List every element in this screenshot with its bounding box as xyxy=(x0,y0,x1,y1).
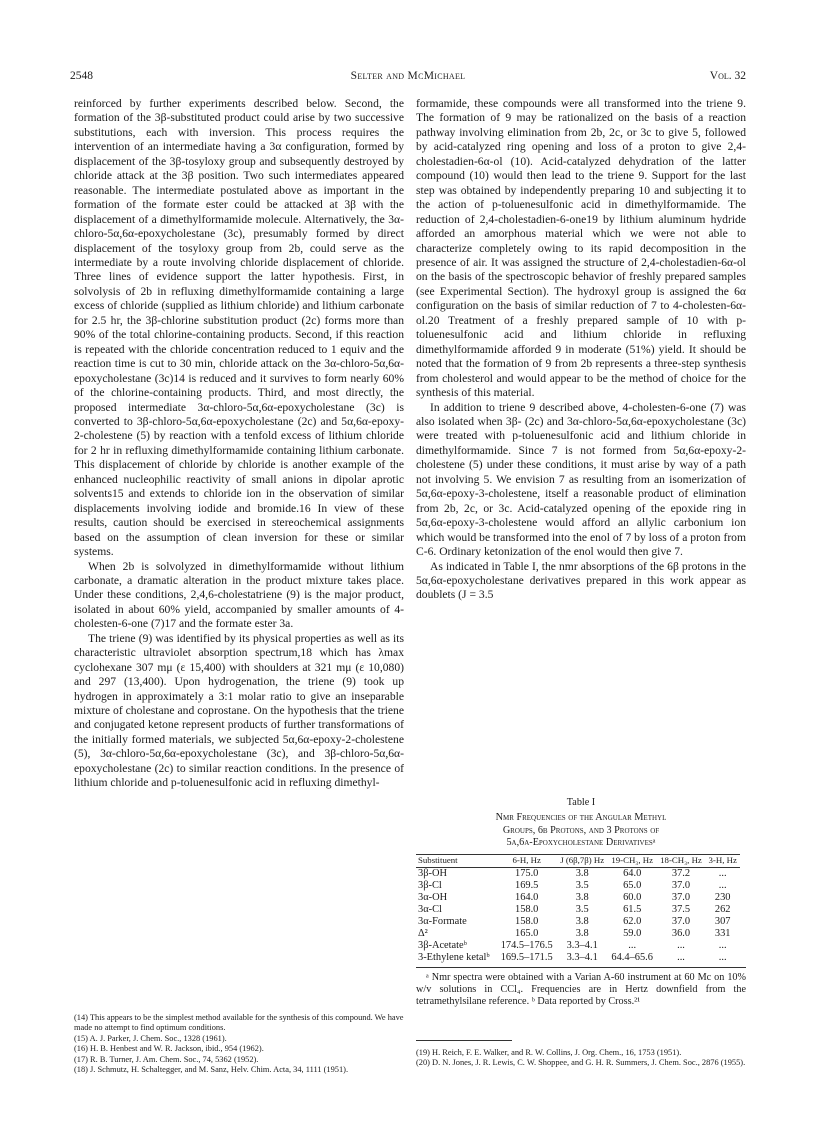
table-cell: 262 xyxy=(714,903,731,915)
table-row xyxy=(416,880,740,892)
table-row xyxy=(416,892,740,904)
table-cell: Δ² xyxy=(418,927,428,939)
table-cell: 62.0 xyxy=(623,915,642,927)
column-header: 3-H, Hz xyxy=(708,854,737,865)
page-number: 2548 xyxy=(70,70,93,82)
table-cell: 3α-Cl xyxy=(418,903,442,915)
table-cell: 59.0 xyxy=(623,927,642,939)
table-cell: 61.5 xyxy=(623,903,642,915)
table-note: ᵃ Nmr spectra were obtained with a Varian A-60 instrument at 60 Mc on 10% w/v solutions in CCl₄. Frequencies are in Hertz downfield from the tetramethylsilane reference. ᵇ Data reported by Cross.²¹ xyxy=(416,971,746,1007)
column-header: 6-H, Hz xyxy=(512,854,541,865)
table-cell: 37.5 xyxy=(671,903,691,915)
footnote: (18) J. Schmutz, H. Schaltegger, and M. Sanz, Helv. Chim. Acta, 34, 1111 (1951). xyxy=(74,1065,349,1075)
paragraph: formamide, these compounds were all transformed into the triene 9. The formation of 9 may be rationalized on the basis of a reaction pathway involving elimination from 2b, 2c, or 3c to give 5, followed by acid-catalyzed ring opening and loss of a proton to give 2,4-cholestadien-6α-ol (10). Acid-catalyzed dehydration of the latter compound (10) would then lead to the triene 9. Support for the last step was obtained by independently preparing 10 and subjecting it to the action of p-toluenesulfonic acid in dimethylformamide. The reduction of 2,4-cholestadien-6-one19 by lithium aluminum hydride afforded an amorphous material which we were not able to characterize completely owing to its rapid decomposition in the presence of air. It was assigned the structure of 2,4-cholestadien-6α-ol on the basis of the spectroscopic behavior of freshly prepared samples (see Experimental Section). The hydroxyl group is assigned the 6α configuration on the basis of similar reduction of 7 to 4-cholesten-6α-ol.20 Treatment of a freshly prepared sample of 10 with p-toluenesulfonic acid and lithium chloride in refluxing dimethylformamide afforded 9 in moderate (51%) yield. It should be noted that the formation of 9 from 2b represents a three-step synthesis from cholesterol and would appear to be the method of choice for the synthesis of this material. xyxy=(416,97,746,400)
paragraph: reinforced by further experiments described below. Second, the formation of the 3β-substituted product could arise by two successive substitutions, each with inversion. This process requires the intervention of an intermediate having a 3α configuration, formed by displacement of the 3β-tosyloxy group and subsequently destroyed by chloride attack at the 3β position. Two such intermediates appeared reasonable. The intermediate postulated above as important in the formation of the formate ester could be attacked at 3β with the displacement of a dimethylformamide molecule. Alternatively, the 3α-chloro-5α,6α-epoxycholestane (3c), presumably formed by direct displacement of the tosyloxy group from 2b, could serve as the intermediate by a route involving chloride displacement of chloride. Three lines of evidence support the latter hypothesis. First, in solvolysis of 2b in refluxing dimethylformamide containing a large excess of chloride (supplied as lithium chloride) and lithium carbonate for 2.5 hr, the 3β-chlorine substitution product (2c) forms more than 90% of the total chlorine-containing products. Second, if this reaction is repeated with the chloride concentration reduced to 1 equiv and the reaction time is cut to 30 min, chloride attack on the 3α-chloro-5α,6α-epoxycholestane (3c)14 is reduced and it survives to form nearly 60% of the chlorine-containing products. Third, and most directly, the proposed intermediate 3α-chloro-5α,6α-epoxycholestane (3c) is converted to 3β-chloro-5α,6α-epoxycholestane (2c) and 5α,6α-epoxy-2-cholestene (5) by reaction with a tenfold excess of lithium chloride for 2 hr in refluxing dimethylformamide containing lithium carbonate. This displacement of chloride by chloride is another example of the enhanced nucleophilic reactivity of small anions in dipolar aprotic solvents15 and extends to chloride ion in the observation of similar displacements involving iodide and bromide.16 In view of these results, caution should be exercised in stereochemical assignments based on the assumption of clean inversion for these or similar systems. xyxy=(74,97,404,559)
column-header: J (6β,7β) Hz xyxy=(560,854,605,865)
paragraph: As indicated in Table I, the nmr absorptions of the 6β protons in the 5α,6α-epoxycholestane derivatives prepared in this work appear as doublets (J = 3.5 xyxy=(416,559,746,602)
table-cell: ... xyxy=(677,939,685,951)
table-cell: 3α-OH xyxy=(418,891,448,903)
table-cell: ... xyxy=(628,939,637,951)
table-caption xyxy=(416,812,746,850)
table-rule xyxy=(416,967,746,968)
table-cell: 36.0 xyxy=(671,927,691,939)
table-cell: 158.0 xyxy=(515,903,539,915)
table-cell: 64.0 xyxy=(623,867,642,879)
paragraph: When 2b is solvolyzed in dimethylformamide without lithium carbonate, a dramatic alteration in the product mixture takes place. Under these conditions, 2,4,6-cholestatriene (9) is the major product, isolated in about 60% yield, accompanied by smaller amounts of 4-cholesten-6-one (7)17 and the formate ester 3a. xyxy=(74,559,404,631)
table-cell: ... xyxy=(718,879,727,891)
table-cell: 3β-Cl xyxy=(418,879,442,891)
paragraph: The triene (9) was identified by its physical properties as well as its characteristic ultraviolet absorption spectrum,18 which has λmax cyclohexane 307 mμ (ε 15,400) with shoulders at 321 mμ (ε 10,080) and 297 (13,400). Upon hydrogenation, the triene (9) took up hydrogen in approximately a 3:1 molar ratio to give an inseparable mixture of cholestane and coprostane. On the hypothesis that the triene and conjugated ketone represent products of further transformations of the initially formed materials, we subjected 5α,6α-epoxy-2-cholestene (5), 3α-chloro-5α,6α-epoxycholestane (3c), and 3β-chloro-5α,6α-epoxycholestane (2c) to similar reaction conditions. In the presence of lithium chloride and p-toluenesulfonic acid in refluxing dimethyl- xyxy=(74,631,404,790)
table-row xyxy=(416,940,740,952)
paragraph: In addition to triene 9 described above, 4-cholesten-6-one (7) was also isolated when 3β- (2c) and 3α-chloro-5α,6α-epoxycholestane (3c) were treated with p-toluenesulfonic acid and lithium chloride in dimethylformamide. Since 7 is not formed from 5α,6α-epoxy-2-cholestene (5) under these conditions, it must arise by way of a path not involving 5. We envision 7 as resulting from an isomerization of 5α,6α-epoxy-3-cholestene, itself a reasonable product of elimination from 2b, 2c, or 3c. Acid-catalyzed opening of the epoxide ring in 5α,6α-epoxy-3-cholestene would afford an allylic carbonium ion which would be transformed into the enol of 7 by loss of a proton from C-6. Ordinary ketonization of the enol would then give 7. xyxy=(416,400,746,559)
table-cell: 3-Ethylene ketalᵇ xyxy=(418,951,490,963)
table-cell: 37.0 xyxy=(671,915,691,927)
table-cell: 169.5 xyxy=(515,879,539,891)
table-cell: 3β-Acetateᵇ xyxy=(418,939,467,951)
footnotes-left xyxy=(74,1013,404,1075)
table-label: Table I xyxy=(566,797,596,808)
running-title: Selter and McMichael xyxy=(350,70,466,82)
table-cell: 307 xyxy=(714,915,731,927)
table-cell: 331 xyxy=(714,927,731,939)
footnote: (15) A. J. Parker, J. Chem. Soc., 1328 (1961). xyxy=(74,1033,227,1043)
table-cell: 158.0 xyxy=(515,915,539,927)
footnote: (19) H. Reich, F. E. Walker, and R. W. Collins, J. Org. Chem., 16, 1753 (1951). xyxy=(416,1048,682,1057)
footnote-rule xyxy=(416,1040,512,1041)
left-column xyxy=(74,97,404,791)
table-cell: ... xyxy=(718,867,727,879)
table-row xyxy=(416,867,740,880)
table-cell: ... xyxy=(718,951,727,963)
table-row xyxy=(416,916,740,928)
column-header: 18-CH₃, Hz xyxy=(660,854,702,865)
table-row xyxy=(416,952,740,964)
table-cell: 3.5 xyxy=(575,903,589,915)
nmr-table xyxy=(416,797,746,1008)
table-cell: 230 xyxy=(714,891,731,903)
table-cell: 174.5–176.5 xyxy=(500,939,553,951)
right-column xyxy=(416,97,746,603)
footnote: (20) D. N. Jones, J. R. Lewis, C. W. Shoppee, and G. H. R. Summers, J. Chem. Soc., 2876 (1955). xyxy=(416,1058,746,1068)
table-cell: 64.4–65.6 xyxy=(611,951,653,963)
footnotes-right xyxy=(416,1048,746,1069)
table-cell: 3.8 xyxy=(575,867,589,879)
table-cell: 164.0 xyxy=(515,891,539,903)
table-cell: 3.8 xyxy=(575,927,589,939)
table-cell: 65.0 xyxy=(623,879,642,891)
table-row xyxy=(416,928,740,940)
table-cell: 3.5 xyxy=(575,879,589,891)
footnote: (17) R. B. Turner, J. Am. Chem. Soc., 74, 5362 (1952). xyxy=(74,1054,259,1064)
table-cell: 37.2 xyxy=(671,867,691,879)
table-cell: 3.8 xyxy=(575,891,589,903)
table-cell: 175.0 xyxy=(515,867,539,879)
table-cell: 37.0 xyxy=(671,891,691,903)
table-cell: 165.0 xyxy=(515,927,539,939)
caption-line: 5α,6α-Epoxycholestane Derivativesᵃ xyxy=(506,837,656,848)
table-cell: ... xyxy=(718,939,727,951)
volume-label: Vol. 32 xyxy=(709,70,746,82)
table-cell: 169.5–171.5 xyxy=(500,951,553,963)
table-cell: 37.0 xyxy=(671,879,691,891)
table-row xyxy=(416,904,740,916)
table-cell: 3α-Formate xyxy=(418,915,467,927)
column-header: 19-CH₃, Hz xyxy=(611,854,654,865)
page-header xyxy=(70,70,746,86)
table-cell: 60.0 xyxy=(623,891,642,903)
caption-line: Nmr Frequencies of the Angular Methyl xyxy=(495,812,667,823)
table-header-row xyxy=(416,854,740,867)
footnote: (14) This appears to be the simplest method available for the synthesis of this compound. We have made no attempt to find optimum conditions. xyxy=(74,1013,404,1033)
caption-line: Groups, 6β Protons, and 3 Protons of xyxy=(502,824,660,836)
table-cell: 3.3–4.1 xyxy=(566,951,598,963)
table-cell: ... xyxy=(677,951,685,963)
table-cell: 3.3–4.1 xyxy=(566,939,598,951)
table-cell: 3β-OH xyxy=(418,867,447,879)
footnote: (16) H. B. Henbest and W. R. Jackson, ibid., 954 (1962). xyxy=(74,1044,264,1054)
column-header: Substituent xyxy=(418,854,458,865)
data-table xyxy=(416,854,740,964)
table-cell: 3.8 xyxy=(575,915,589,927)
